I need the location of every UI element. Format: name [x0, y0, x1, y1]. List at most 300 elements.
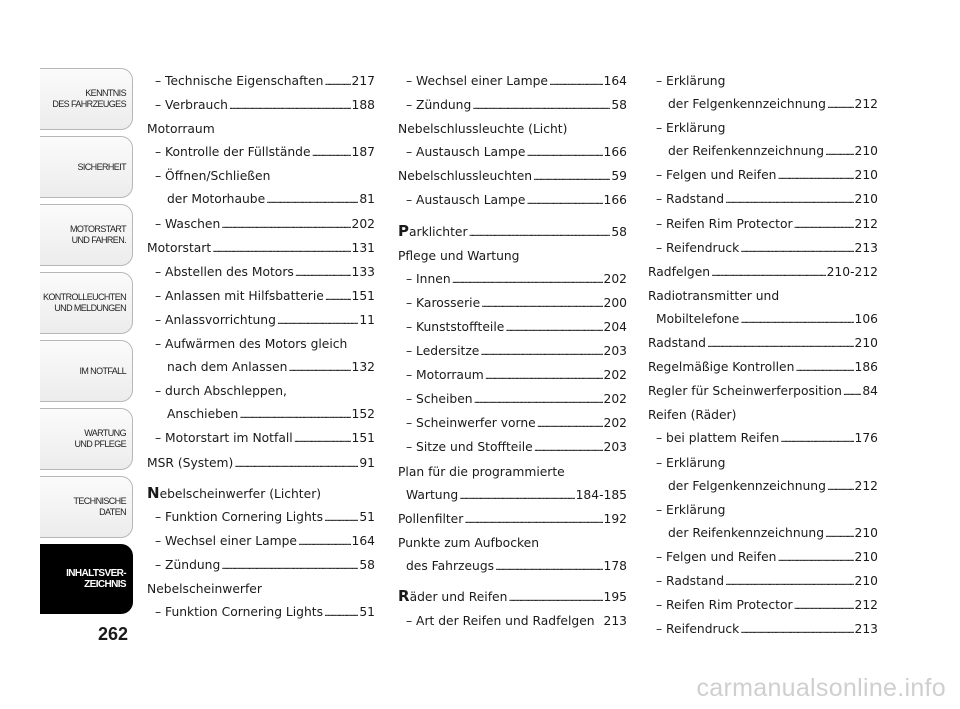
- entry-text: Regler für Scheinwerferposition: [648, 384, 842, 399]
- entry-label: [147, 482, 321, 506]
- dot-leader: [266, 188, 358, 212]
- entry-label: [147, 237, 211, 260]
- entry-page-number: 166: [603, 145, 627, 160]
- dot-leader: [485, 364, 603, 388]
- index-entry: [147, 601, 375, 625]
- index-entry: [398, 141, 627, 165]
- entry-label: [155, 165, 270, 188]
- entry-text: – Verbrauch: [155, 98, 228, 113]
- entry-page-number: 186: [854, 360, 878, 375]
- entry-text: Mobiltelefone: [656, 311, 740, 326]
- index-entry: [147, 403, 375, 427]
- entry-page-number: 202: [351, 216, 375, 231]
- index-entry: [648, 261, 878, 285]
- entry-text: – Felgen und Reifen: [656, 549, 777, 564]
- index-entry: [648, 570, 878, 594]
- tab-im-notfall[interactable]: [40, 340, 133, 402]
- entry-label: [406, 94, 471, 117]
- index-entry: [147, 380, 375, 403]
- tab-kenntnis-des-fahrzeuges[interactable]: [40, 68, 133, 130]
- index-entry: [147, 427, 375, 451]
- entry-page-number: 192: [603, 511, 627, 526]
- entry-label: [648, 261, 710, 284]
- index-entry: [147, 213, 375, 237]
- dot-leader: [777, 546, 853, 570]
- entry-page-number: 152: [351, 407, 375, 422]
- entry-page-number: 204: [603, 319, 627, 334]
- entry-text: – Scheinwerfer vorne: [406, 416, 536, 431]
- dot-leader: [325, 285, 351, 309]
- index-entry: [398, 610, 627, 634]
- entry-text: Punkte zum Aufbocken: [398, 535, 540, 550]
- entry-page-number: 203: [603, 344, 627, 359]
- entry-text: – Waschen: [155, 216, 221, 231]
- entry-page-number: 166: [603, 193, 627, 208]
- entry-label: [656, 546, 776, 569]
- dot-leader: [474, 388, 603, 412]
- index-entry: [648, 93, 878, 117]
- index-entry: [648, 332, 878, 356]
- entry-label: [668, 522, 824, 545]
- tab-label: KONTROLLEUCHTEN UND MELDUNGEN: [42, 292, 126, 313]
- entry-page-number: 210: [854, 192, 878, 207]
- index-entry: [398, 585, 627, 610]
- entry-label: [656, 237, 739, 260]
- dot-leader: [288, 356, 350, 380]
- entry-label: [656, 594, 793, 617]
- index-entry: [398, 220, 627, 245]
- dot-leader: [537, 412, 603, 436]
- index-entry: [398, 94, 627, 118]
- entry-text: – Erklärung: [656, 455, 726, 470]
- entry-page-number: 58: [611, 98, 627, 113]
- dot-leader: [295, 261, 351, 285]
- entry-label: [406, 189, 525, 212]
- tab-label: WARTUNG UND PFLEGE: [74, 428, 126, 449]
- entry-page-number: 58: [611, 224, 627, 239]
- entry-page-number: 202: [603, 271, 627, 286]
- entry-page-number: 213: [603, 614, 627, 629]
- index-entry: [648, 117, 878, 140]
- index-entry: [648, 427, 878, 451]
- dot-leader: [827, 93, 854, 117]
- entry-text: – Austausch Lampe: [406, 193, 526, 208]
- dot-leader: [825, 522, 854, 546]
- index-entry: [147, 452, 375, 476]
- index-entry: [398, 245, 627, 268]
- entry-label: [398, 220, 468, 244]
- letter-initial: N: [147, 483, 160, 502]
- index-entry: [648, 308, 878, 332]
- entry-page-number: 217: [351, 74, 375, 88]
- entry-page-number: 212: [854, 216, 878, 231]
- entry-label: [155, 506, 323, 529]
- entry-label: [398, 585, 507, 609]
- entry-page-number: 51: [359, 605, 375, 620]
- entry-page-number: 210: [854, 336, 878, 351]
- entry-label: [656, 308, 739, 331]
- tab-kontrolleuchten-und-meldungen[interactable]: [40, 272, 133, 334]
- entry-page-number: 213: [854, 240, 878, 255]
- entry-page-number: 132: [351, 360, 375, 375]
- entry-label: [656, 117, 725, 140]
- index-entry: [147, 285, 375, 309]
- entry-page-number: 210-212: [826, 264, 878, 279]
- entry-text: Pflege und Wartung: [398, 248, 520, 263]
- entry-text: – Anlassen mit Hilfsbatterie: [155, 288, 324, 303]
- entry-label: [398, 245, 520, 268]
- dot-leader: [794, 213, 854, 237]
- dot-leader: [740, 618, 853, 642]
- entry-label: [155, 530, 297, 553]
- entry-page-number: 176: [854, 431, 878, 446]
- entry-label: [648, 285, 779, 308]
- entry-text: – Kontrolle der Füllstände: [155, 145, 311, 160]
- index-entry: [398, 388, 627, 412]
- entry-text: – Öffnen/Schließen: [155, 169, 271, 184]
- index-entry: [648, 404, 878, 427]
- entry-text: – Art der Reifen und Radfelgen: [406, 614, 595, 629]
- entry-text: Anschieben: [167, 407, 239, 422]
- entry-label: [406, 340, 479, 363]
- entry-text: ebelscheinwerfer (Lichter): [159, 486, 322, 501]
- dot-leader: [707, 332, 854, 356]
- dot-leader: [534, 436, 603, 460]
- index-entry: [398, 268, 627, 292]
- index-entry: [648, 70, 878, 93]
- entry-label: [398, 118, 567, 141]
- entry-text: der Motorhaube: [167, 192, 266, 207]
- dot-leader: [298, 530, 351, 554]
- dot-leader: [452, 268, 603, 292]
- dot-leader: [229, 94, 351, 118]
- tab-wartung-und-pflege[interactable]: [40, 408, 133, 470]
- entry-page-number: 133: [351, 264, 375, 279]
- dot-leader: [740, 308, 853, 332]
- entry-label: [406, 141, 525, 164]
- tab-technische-daten[interactable]: [40, 476, 133, 538]
- entry-page-number: 84: [862, 384, 878, 399]
- dot-leader: [549, 70, 603, 94]
- index-entry: [648, 164, 878, 188]
- entry-label: [668, 93, 826, 116]
- entry-text: Plan für die programmierte: [398, 464, 565, 479]
- entry-text: Radiotransmitter und: [648, 288, 780, 303]
- entry-label: [648, 404, 736, 427]
- index-entry: [398, 165, 627, 189]
- index-entry: [398, 484, 627, 508]
- entry-page-number: 213: [854, 622, 878, 637]
- index-entry: [147, 482, 375, 506]
- entry-label: [668, 475, 826, 498]
- index-entry: [398, 412, 627, 436]
- entry-label: [406, 70, 548, 93]
- entry-text: – Innen: [406, 271, 451, 286]
- entry-page-number: 202: [603, 368, 627, 383]
- entry-page-number: 210: [854, 525, 878, 540]
- entry-text: der Reifenkennzeichnung: [668, 144, 825, 159]
- dot-leader: [827, 475, 854, 499]
- page-number: 262: [98, 624, 129, 644]
- entry-label: [155, 309, 276, 332]
- index-entry: [648, 356, 878, 380]
- entry-text: äder und Reifen: [409, 589, 508, 604]
- entry-page-number: 58: [359, 557, 375, 572]
- dot-leader: [469, 221, 611, 245]
- dot-leader: [294, 427, 351, 451]
- tab-sicherheit[interactable]: [40, 136, 133, 198]
- dot-leader: [725, 188, 853, 212]
- entry-page-number: 187: [351, 145, 375, 160]
- entry-label: [147, 452, 233, 475]
- entry-page-number: 210: [854, 144, 878, 159]
- entry-label: [406, 268, 451, 291]
- entry-page-number: 210: [854, 549, 878, 564]
- index-entry: [648, 140, 878, 164]
- entry-label: [656, 618, 739, 641]
- entry-text: nach dem Anlassen: [167, 360, 288, 375]
- entry-text: Radstand: [648, 336, 706, 351]
- entry-page-number: 200: [603, 295, 627, 310]
- entry-label: [656, 570, 724, 593]
- index-entry: [398, 436, 627, 460]
- entry-page-number: 210: [854, 168, 878, 183]
- entry-label: [147, 578, 262, 601]
- index-entry: [648, 522, 878, 546]
- entry-text: – Reifen Rim Protector: [656, 216, 793, 231]
- dot-leader: [533, 165, 610, 189]
- entry-label: [406, 412, 536, 435]
- entry-page-number: 212: [854, 598, 878, 613]
- entry-text: – Erklärung: [656, 121, 726, 136]
- chapter-tabs: [40, 68, 133, 620]
- entry-label: [648, 332, 706, 355]
- entry-page-number: 188: [351, 98, 375, 113]
- entry-text: – Reifendruck: [656, 240, 740, 255]
- index-entry: [398, 340, 627, 364]
- index-entry: [398, 292, 627, 316]
- index-entry: [648, 499, 878, 522]
- index-entry: [648, 188, 878, 212]
- dot-leader: [464, 508, 602, 532]
- dot-leader: [825, 140, 854, 164]
- index-entry: [147, 118, 375, 141]
- entry-label: [155, 380, 287, 403]
- index-entry: [147, 578, 375, 601]
- entry-text: – Reifen Rim Protector: [656, 598, 793, 613]
- index-entry: [147, 356, 375, 380]
- entry-text: Radfelgen: [648, 264, 711, 279]
- entry-label: [406, 388, 473, 411]
- entry-label: [656, 427, 779, 450]
- entry-label: [406, 484, 458, 507]
- tab-label: MOTORSTART UND FAHREN.: [69, 224, 126, 245]
- index-entry: [147, 261, 375, 285]
- entry-text: Motorstart: [147, 240, 212, 255]
- entry-label: [656, 188, 724, 211]
- dot-leader: [526, 141, 602, 165]
- index-entry: [648, 285, 878, 308]
- dot-leader: [212, 237, 350, 261]
- entry-page-number: 212: [854, 97, 878, 112]
- entry-label: [155, 261, 294, 284]
- entry-text: Reifen (Räder): [648, 408, 737, 423]
- entry-text: – Funktion Cornering Lights: [155, 605, 324, 620]
- dot-leader: [324, 601, 358, 625]
- entry-text: – Motorstart im Notfall: [155, 431, 293, 446]
- entry-text: Motorraum: [147, 122, 215, 137]
- index-entry: [147, 141, 375, 165]
- entry-text: – Karosserie: [406, 295, 481, 310]
- index-column-3: [648, 70, 878, 642]
- tab-motorstart-und-fahren[interactable]: [40, 204, 133, 266]
- entry-page-number: 151: [351, 288, 375, 303]
- index-entry: [648, 594, 878, 618]
- dot-leader: [725, 570, 853, 594]
- entry-label: [155, 141, 311, 164]
- dot-leader: [843, 380, 861, 404]
- dot-leader: [324, 70, 350, 94]
- entry-text: – Zündung: [406, 98, 472, 113]
- entry-text: – Erklärung: [656, 502, 726, 517]
- entry-text: Wartung: [406, 487, 459, 502]
- entry-text: – Reifendruck: [656, 622, 740, 637]
- entry-label: [398, 532, 539, 555]
- index-column-1: [147, 70, 375, 625]
- entry-label: [406, 364, 484, 387]
- entry-page-number: 202: [603, 416, 627, 431]
- index-entry: [398, 70, 627, 94]
- index-entry: [147, 188, 375, 212]
- entry-label: [406, 555, 494, 578]
- dot-leader: [312, 141, 351, 165]
- letter-initial: R: [398, 586, 410, 605]
- entry-page-number: 202: [603, 392, 627, 407]
- entry-page-number: 212: [854, 478, 878, 493]
- entry-label: [648, 380, 842, 403]
- index-entry: [398, 189, 627, 213]
- entry-label: [668, 140, 824, 163]
- entry-label: [167, 403, 238, 426]
- dot-leader: [234, 452, 358, 476]
- entry-text: des Fahrzeugs: [406, 558, 495, 573]
- entry-label: [398, 461, 565, 484]
- entry-label: [155, 333, 347, 356]
- entry-text: der Felgenkennzeichnung: [668, 97, 826, 112]
- dot-leader: [277, 309, 358, 333]
- entry-page-number: 91: [359, 455, 375, 470]
- dot-leader: [481, 292, 602, 316]
- index-entry: [147, 530, 375, 554]
- entry-label: [406, 292, 480, 315]
- entry-page-number: 11: [359, 312, 375, 327]
- dot-leader: [472, 94, 610, 118]
- tab-inhaltsver-zeichnis[interactable]: [40, 544, 133, 614]
- dot-leader: [324, 506, 358, 530]
- entry-label: [406, 436, 533, 459]
- entry-text: Nebelscheinwerfer: [147, 581, 262, 596]
- entry-label: [656, 70, 725, 93]
- entry-page-number: 151: [351, 431, 375, 446]
- entry-text: MSR (System): [147, 455, 234, 470]
- entry-text: der Reifenkennzeichnung: [668, 525, 825, 540]
- dot-leader: [495, 555, 602, 579]
- entry-label: [406, 610, 595, 633]
- index-entry: [648, 237, 878, 261]
- entry-page-number: 131: [351, 240, 375, 255]
- index-entry: [147, 333, 375, 356]
- entry-page-number: 195: [603, 589, 627, 604]
- entry-text: – Aufwärmen des Motors gleich: [155, 337, 348, 352]
- entry-label: [656, 499, 725, 522]
- entry-text: – Felgen und Reifen: [656, 168, 777, 183]
- entry-text: – Radstand: [656, 192, 725, 207]
- entry-text: der Felgenkennzeichnung: [668, 478, 826, 493]
- entry-page-number: 184-185: [575, 487, 627, 502]
- dot-leader: [795, 356, 853, 380]
- index-entry: [648, 618, 878, 642]
- entry-page-number: 81: [359, 192, 375, 207]
- dot-leader: [459, 484, 574, 508]
- entry-label: [155, 601, 323, 624]
- letter-initial: P: [398, 221, 409, 240]
- index-entry: [398, 508, 627, 532]
- index-entry: [147, 94, 375, 118]
- index-entry: [147, 554, 375, 578]
- index-entry: [648, 475, 878, 499]
- dot-leader: [221, 213, 350, 237]
- entry-label: [398, 508, 463, 531]
- index-column-2: [398, 70, 627, 634]
- dot-leader: [780, 427, 853, 451]
- entry-text: – Sitze und Stoffteile: [406, 440, 533, 455]
- entry-text: – Motorraum: [406, 368, 484, 383]
- entry-label: [155, 70, 323, 93]
- entry-text: – Radstand: [656, 573, 725, 588]
- entry-text: – Funktion Cornering Lights: [155, 509, 324, 524]
- entry-text: Pollenfilter: [398, 511, 464, 526]
- dot-leader: [505, 316, 602, 340]
- index-entry: [147, 309, 375, 333]
- entry-label: [648, 356, 794, 379]
- dot-leader: [711, 261, 826, 285]
- entry-page-number: 210: [854, 573, 878, 588]
- watermark: carmanualsonline.info: [696, 674, 946, 702]
- entry-page-number: 178: [603, 558, 627, 573]
- entry-label: [167, 188, 265, 211]
- index-entry: [648, 546, 878, 570]
- index-entry: [147, 506, 375, 530]
- index-entry: [648, 213, 878, 237]
- entry-page-number: 164: [351, 533, 375, 548]
- entry-label: [155, 285, 324, 308]
- entry-label: [147, 118, 215, 141]
- entry-label: [398, 165, 532, 188]
- dot-leader: [239, 403, 350, 427]
- entry-page-number: 203: [603, 440, 627, 455]
- entry-text: – Anlassvorrichtung: [155, 312, 276, 327]
- entry-label: [656, 164, 776, 187]
- index-entry: [648, 380, 878, 404]
- entry-text: Nebelschlussleuchte (Licht): [398, 122, 568, 137]
- entry-text: Regelmäßige Kontrollen: [648, 360, 795, 375]
- dot-leader: [740, 237, 853, 261]
- index-entry: [398, 118, 627, 141]
- index-entry: [147, 70, 375, 94]
- entry-text: Nebelschlussleuchten: [398, 169, 533, 184]
- tab-label: KENNTNIS DES FAHRZEUGES: [52, 88, 126, 109]
- entry-text: – Erklärung: [656, 74, 726, 88]
